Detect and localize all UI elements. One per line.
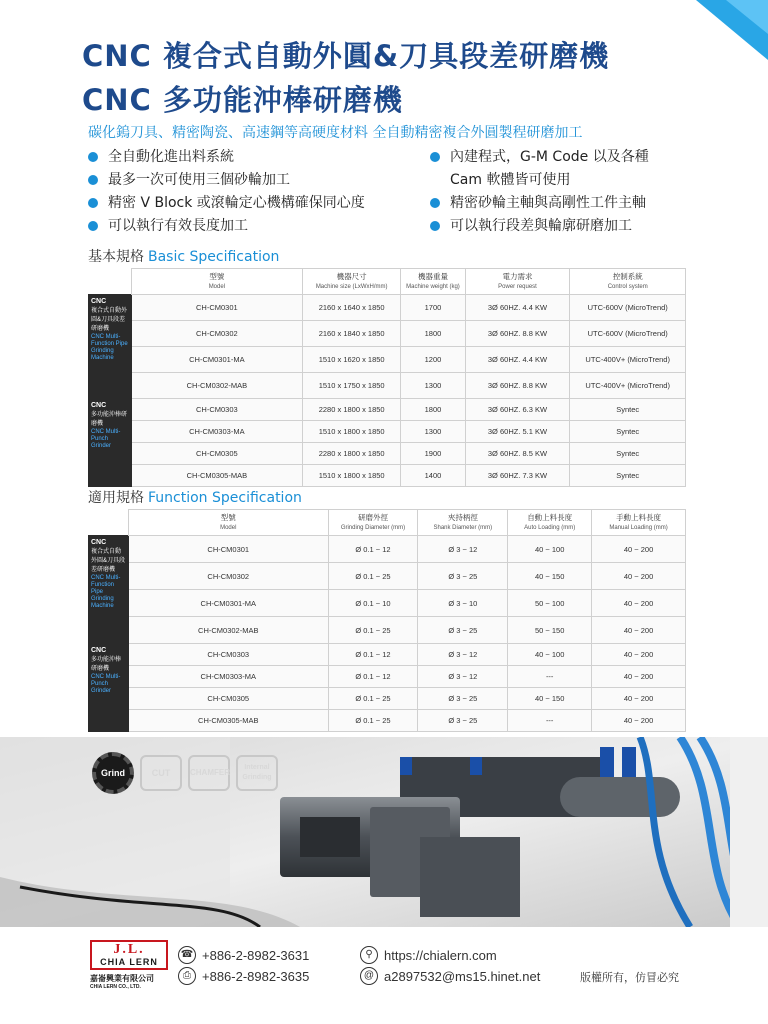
company-logo [90, 940, 168, 990]
feature-list-left [88, 146, 365, 238]
col-size: 機器尺寸 Machine size (LxWxH/mm) [302, 269, 400, 295]
page-subtitle-title: CNC 多功能沖棒研磨機 [82, 83, 403, 117]
cell: 1200 [401, 347, 465, 373]
fax-icon: ⎙ [178, 967, 196, 985]
cell: 1510 x 1620 x 1850 [302, 347, 400, 373]
cell: 3Ø 60HZ. 4.4 KW [465, 347, 570, 373]
cell: CH-CM0302 [131, 321, 302, 347]
table-row [89, 666, 686, 688]
cell: Ø 0.1 ~ 25 [328, 688, 418, 710]
bullet-icon [430, 152, 440, 162]
col-model: 型號 Model [128, 510, 328, 536]
cell: Ø 3 ~ 25 [418, 710, 508, 732]
cell: CH-CM0305-MAB [128, 710, 328, 732]
cell: Syntec [570, 465, 686, 487]
cell: 1510 x 1800 x 1850 [302, 421, 400, 443]
cell: CH-CM0302-MAB [128, 617, 328, 644]
col-power: 電力需求 Power request [465, 269, 570, 295]
phone-number[interactable]: +886-2-8982-3631 [202, 947, 310, 963]
table-row [89, 399, 686, 421]
process-badges [92, 752, 278, 794]
col-manual-loading: 手動上料長度 Manual Loading (mm) [592, 510, 686, 536]
table-row [89, 563, 686, 590]
col-model: 型號 Model [131, 269, 302, 295]
table-row [89, 617, 686, 644]
logo-mark: J.L. CHIA LERN [90, 940, 168, 970]
cell: CH-CM0303-MA [128, 666, 328, 688]
group-label-punch: CNC 多功能沖棒研磨機 CNC Multi-Punch Grinder [89, 399, 132, 487]
cut-badge-icon: CUT [140, 755, 182, 791]
web-contact [360, 946, 497, 964]
feature-item: 全自動化進出料系統 [88, 146, 365, 169]
cell: 40 ~ 150 [508, 563, 592, 590]
feature-item: 可以執行段差與輪廓研磨加工 [430, 215, 649, 238]
cell: 3Ø 60HZ. 7.3 KW [465, 465, 570, 487]
cell: 40 ~ 100 [508, 644, 592, 666]
email-link[interactable]: a2897532@ms15.hinet.net [384, 968, 541, 984]
cell: 40 ~ 100 [508, 536, 592, 563]
cell: CH-CM0303-MA [131, 421, 302, 443]
cell: 40 ~ 200 [592, 666, 686, 688]
cell: CH-CM0301-MA [131, 347, 302, 373]
table-row [89, 644, 686, 666]
cell: 40 ~ 150 [508, 688, 592, 710]
cell: Ø 3 ~ 12 [418, 644, 508, 666]
bullet-icon [88, 175, 98, 185]
table-row [89, 421, 686, 443]
cell: 1400 [401, 465, 465, 487]
cell: UTC-600V (MicroTrend) [570, 321, 686, 347]
cell: 3Ø 60HZ. 8.5 KW [465, 443, 570, 465]
grind-badge-icon: Grind [92, 752, 134, 794]
cell: Ø 0.1 ~ 12 [328, 666, 418, 688]
phone-contact [178, 946, 309, 964]
cell: UTC-400V+ (MicroTrend) [570, 347, 686, 373]
cell: Syntec [570, 443, 686, 465]
col-auto-loading: 自動上料長度 Auto Loading (mm) [508, 510, 592, 536]
chamfer-badge-icon: CHAMFER [188, 755, 230, 791]
function-spec-table [88, 509, 686, 732]
cell: 1300 [401, 421, 465, 443]
table-row [89, 465, 686, 487]
group-label-punch: CNC 多功能沖棒研磨機 CNC Multi-Punch Grinder [89, 644, 129, 732]
email-icon: @ [360, 967, 378, 985]
cell: CH-CM0305 [128, 688, 328, 710]
bullet-icon [430, 198, 440, 208]
company-name-en: CHIA LERN CO., LTD. [90, 984, 141, 990]
cell: 40 ~ 200 [592, 688, 686, 710]
table-row [89, 443, 686, 465]
cell: 50 ~ 100 [508, 590, 592, 617]
table-header-row [89, 269, 686, 295]
cell: Ø 0.1 ~ 10 [328, 590, 418, 617]
search-icon: ⚲ [360, 946, 378, 964]
col-control: 控制系統 Control system [570, 269, 686, 295]
table-corner [89, 269, 132, 295]
cell: CH-CM0301 [131, 295, 302, 321]
cell: Ø 0.1 ~ 12 [328, 644, 418, 666]
cell: 1800 [401, 399, 465, 421]
cell: UTC-600V (MicroTrend) [570, 295, 686, 321]
cell: Ø 0.1 ~ 25 [328, 617, 418, 644]
basic-spec-table [88, 268, 686, 487]
fax-number: +886-2-8982-3635 [202, 968, 310, 984]
cell: --- [508, 666, 592, 688]
table-row [89, 347, 686, 373]
cell: CH-CM0305-MAB [131, 465, 302, 487]
cell: 40 ~ 200 [592, 644, 686, 666]
table-header-row [89, 510, 686, 536]
table-row [89, 295, 686, 321]
table-row [89, 710, 686, 732]
cell: 3Ø 60HZ. 4.4 KW [465, 295, 570, 321]
cell: 40 ~ 200 [592, 617, 686, 644]
cell: CH-CM0301-MA [128, 590, 328, 617]
cell: Ø 3 ~ 25 [418, 617, 508, 644]
feature-item: 精密 V Block 或滾輪定心機構確保同心度 [88, 192, 365, 215]
cell: 2280 x 1800 x 1850 [302, 399, 400, 421]
feature-item: 可以執行有效長度加工 [88, 215, 365, 238]
internal-grinding-badge-icon: Internal Grinding [236, 755, 278, 791]
cell: Ø 0.1 ~ 12 [328, 536, 418, 563]
cell: 3Ø 60HZ. 6.3 KW [465, 399, 570, 421]
bullet-icon [430, 221, 440, 231]
cell: CH-CM0301 [128, 536, 328, 563]
cell: 50 ~ 150 [508, 617, 592, 644]
cell: CH-CM0303 [131, 399, 302, 421]
cell: 3Ø 60HZ. 5.1 KW [465, 421, 570, 443]
cell: 1510 x 1750 x 1850 [302, 373, 400, 399]
cell: 1800 [401, 321, 465, 347]
cell: 2280 x 1800 x 1850 [302, 443, 400, 465]
cell: Syntec [570, 399, 686, 421]
cell: Syntec [570, 421, 686, 443]
website-link[interactable]: https://chialern.com [384, 947, 497, 963]
cell: Ø 3 ~ 25 [418, 563, 508, 590]
cell: 1300 [401, 373, 465, 399]
cell: 40 ~ 200 [592, 590, 686, 617]
tagline: 碳化鎢刀具、精密陶瓷、高速鋼等高硬度材料 全自動精密複合外圓製程研磨加工 [88, 125, 583, 141]
bullet-icon [88, 221, 98, 231]
group-label-composite: CNC 複合式自動外圓&刀具段差研磨機 CNC Multi-Function Pipe Grinding Machine [89, 536, 129, 644]
table-corner [89, 510, 129, 536]
table-row [89, 321, 686, 347]
footer [0, 940, 768, 1024]
bullet-icon [88, 198, 98, 208]
feature-item: 內建程式，G-M Code 以及各種 [430, 146, 649, 169]
basic-spec-heading: 基本規格 Basic Specification [88, 249, 280, 265]
cell: --- [508, 710, 592, 732]
cell: CH-CM0302 [128, 563, 328, 590]
function-spec-heading: 適用規格 Function Specification [88, 490, 302, 506]
cell: 40 ~ 200 [592, 563, 686, 590]
phone-icon: ☎ [178, 946, 196, 964]
feature-list-right [430, 146, 649, 238]
feature-item: 最多一次可使用三個砂輪加工 [88, 169, 365, 192]
copyright-notice: 版權所有，仿冒必究 [580, 971, 679, 984]
cell: Ø 3 ~ 10 [418, 590, 508, 617]
cell: Ø 0.1 ~ 25 [328, 710, 418, 732]
cell: 1510 x 1800 x 1850 [302, 465, 400, 487]
company-name-zh: 嘉崙興業有限公司 [90, 974, 154, 983]
col-grinding-diameter: 研磨外徑 Grinding Diameter (mm) [328, 510, 418, 536]
group-label-composite: CNC 複合式自動外圓&刀具段差研磨機 CNC Multi-Function Pipe Grinding Machine [89, 295, 132, 399]
feature-item: 精密砂輪主軸與高剛性工件主軸 [430, 192, 649, 215]
cell: Ø 3 ~ 12 [418, 536, 508, 563]
cell: 40 ~ 200 [592, 536, 686, 563]
cell: 1700 [401, 295, 465, 321]
table-row [89, 688, 686, 710]
cell: 2160 x 1840 x 1850 [302, 321, 400, 347]
cell: Ø 3 ~ 12 [418, 666, 508, 688]
page-title: CNC 複合式自動外圓&刀具段差研磨機 [82, 39, 610, 73]
cell: UTC-400V+ (MicroTrend) [570, 373, 686, 399]
email-contact [360, 967, 540, 985]
cell: CH-CM0303 [128, 644, 328, 666]
cell: CH-CM0302-MAB [131, 373, 302, 399]
cell: Ø 3 ~ 25 [418, 688, 508, 710]
cell: 40 ~ 200 [592, 710, 686, 732]
bullet-icon [88, 152, 98, 162]
col-shank-diameter: 夾持柄徑 Shank Diameter (mm) [418, 510, 508, 536]
corner-decoration [696, 0, 768, 60]
table-row [89, 373, 686, 399]
cell: Ø 0.1 ~ 25 [328, 563, 418, 590]
fax-contact [178, 967, 309, 985]
cell: 3Ø 60HZ. 8.8 KW [465, 373, 570, 399]
cell: 1900 [401, 443, 465, 465]
cell: 3Ø 60HZ. 8.8 KW [465, 321, 570, 347]
cell: CH-CM0305 [131, 443, 302, 465]
table-row [89, 536, 686, 563]
col-weight: 機器重量 Machine weight (kg) [401, 269, 465, 295]
cell: 2160 x 1640 x 1850 [302, 295, 400, 321]
feature-item-continued: Cam 軟體皆可使用 [450, 172, 571, 188]
table-row [89, 590, 686, 617]
